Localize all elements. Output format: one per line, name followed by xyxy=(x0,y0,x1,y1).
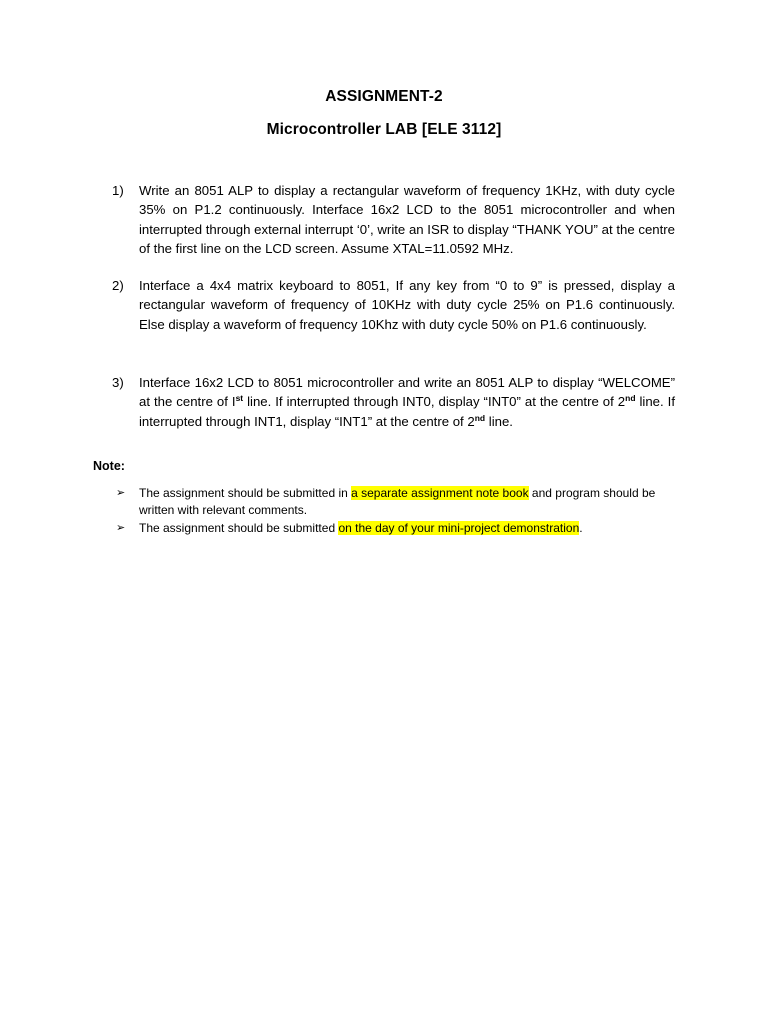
note-item-2 xyxy=(116,520,676,537)
superscript-st: st xyxy=(235,393,244,404)
note-item-1 xyxy=(116,485,676,519)
question-1-text: Write an 8051 ALP to display a rectangular waveform of frequency 1KHz, with duty cycle 35% on P1.2 continuously. Interface 16x2 LCD to the 8051 microcontroller and when interrupted through external interrupt ‘0’, write an ISR to display “THANK YOU” at the centre of the first line on the LCD screen. Assume XTAL=11.0592 MHz. xyxy=(139,183,675,256)
question-2-text: Interface a 4x4 matrix keyboard to 8051, If any key from “0 to 9” is pressed, display a rectangular waveform of frequency of 10KHz with duty cycle 25% on P1.6 continuously. Else display a waveform of frequency 10Khz with duty cycle 50% on P1.6 continuously. xyxy=(139,278,675,332)
question-3-text-part-c: line. If interrupted through INT1, display “INT1” at the centre of 2 xyxy=(139,394,675,429)
question-3-text-part-d: line. xyxy=(485,413,513,429)
note-item-2-text xyxy=(139,520,676,537)
note-item-1-highlight: a separate assignment note book xyxy=(351,486,529,500)
question-3 xyxy=(112,373,675,431)
assignment-title: ASSIGNMENT-2 xyxy=(325,88,443,105)
question-3-text xyxy=(139,373,675,431)
note-item-1-before: The assignment should be submitted in xyxy=(139,486,352,500)
note-label: Note: xyxy=(93,459,125,473)
note-item-1-after: and program should be written with relevant comments. xyxy=(139,486,656,517)
question-3-number: 3) xyxy=(112,375,124,390)
note-item-2-after: . xyxy=(579,521,583,535)
question-1 xyxy=(112,181,675,258)
question-2 xyxy=(112,276,675,334)
course-title: Microcontroller LAB [ELE 3112] xyxy=(266,121,502,138)
note-item-2-before: The assignment should be submitted xyxy=(139,521,339,535)
superscript-nd-1: nd xyxy=(625,393,636,404)
arrow-bullet-icon: ➢ xyxy=(116,487,126,499)
question-2-number: 2) xyxy=(112,278,124,293)
question-3-text-part-b: line. If interrupted through INT0, display “INT0” at the centre of 2 xyxy=(243,394,626,410)
superscript-nd-2: nd xyxy=(474,412,486,423)
question-1-number: 1) xyxy=(112,183,124,198)
note-item-2-highlight: on the day of your mini-project demonstration xyxy=(338,521,580,535)
note-item-1-text xyxy=(139,485,676,519)
arrow-bullet-icon: ➢ xyxy=(116,522,126,534)
question-3-text-part-a: Interface 16x2 LCD to 8051 microcontroller and write an 8051 ALP to display “WELCOME” at the centre of I xyxy=(139,375,675,410)
